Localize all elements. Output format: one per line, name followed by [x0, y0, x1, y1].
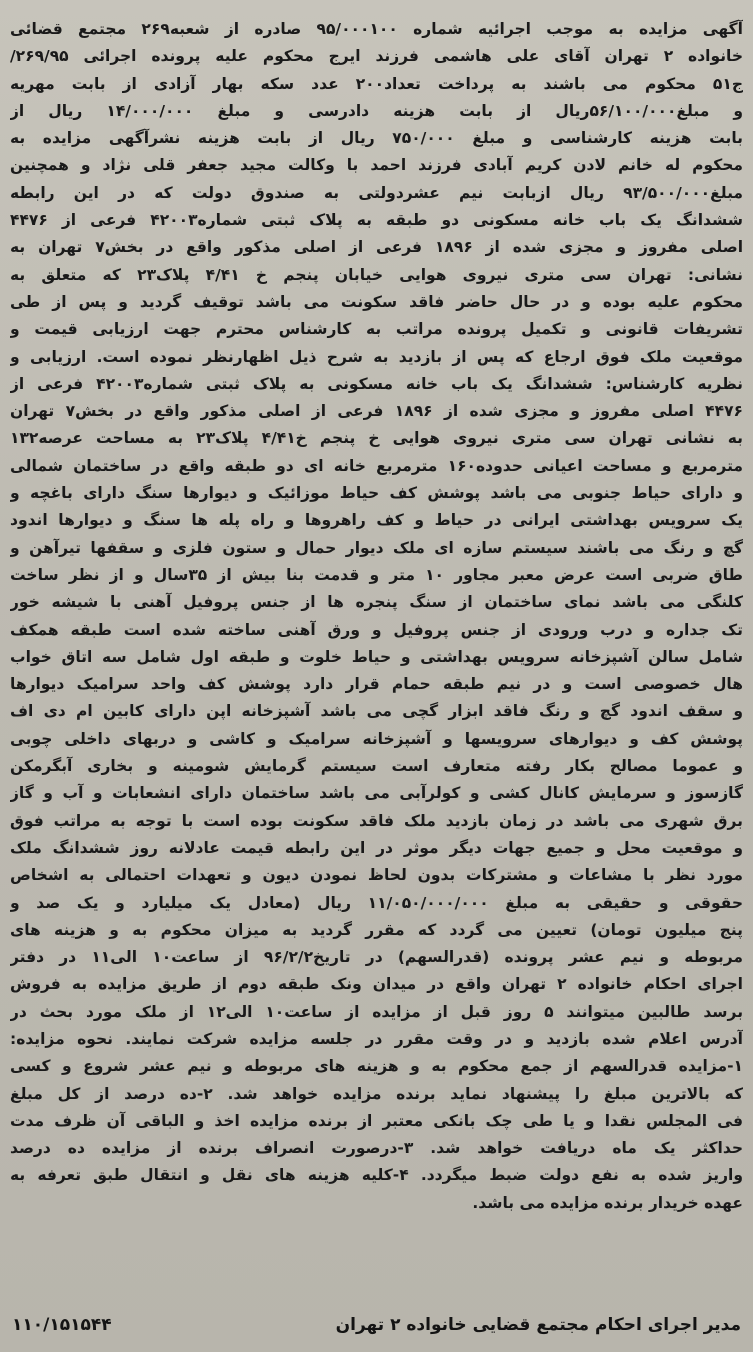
notice-line: به نشانی تهران سی متری نیروی هوایی خ پنجم خ۴/۴۱ پلاک۲۳ به مساحت عرصه۱۳۲ [10, 429, 743, 448]
notice-line: برق شهری می باشد در زمان بازدید ملک فاقد سکونت بوده است با توجه به مراتب فوق [10, 811, 743, 830]
notice-footer [12, 1311, 741, 1343]
notice-code: ۱۱۰/۱۵۱۵۴۴ [12, 1315, 112, 1335]
notice-line: محکوم له خانم لادن کریم آبادی فرزند احمد با وکالت مجید جعفر قلی نژاد و همچنین [10, 156, 743, 175]
notice-line: مترمربع و مساحت اعیانی حدوده۱۶۰ مترمربع خانه ای دو طبقه واقع در ساختمان شمالی [10, 456, 743, 475]
notice-line: برسد طالبین میتوانند ۵ روز قبل از مزایده از ساعت۱۰ الی۱۲ از ملک مورد بحث در [10, 1002, 743, 1021]
notice-line: محکوم علیه بوده و در حال حاضر فاقد سکونت می باشد توقیف گردید و پس از طی [10, 292, 743, 311]
notice-line: آگهی مزایده به موجب اجرائیه شماره ۹۵/۰۰۰۱۰۰ صادره از شعبه۲۶۹ مجتمع قضائی [10, 20, 743, 38]
notice-line: ششدانگ یک باب خانه مسکونی دو طبقه به پلاک ثبتی شماره۴۲۰۰۳ فرعی از ۴۴۷۶ [10, 211, 743, 230]
notice-line: ۱-مزایده قدرالسهم از جمع محکوم به و هزینه های مربوطه و نیم عشر شروع و کسی [10, 1057, 743, 1076]
notice-line: واریز شده به نفع دولت ضبط میگردد. ۴-کلیه هزینه های نقل و انتقال طبق تعرفه به [10, 1166, 743, 1185]
notice-line: تک جداره و درب ورودی از جنس پروفیل و ورق آهنی ساخته شده است طبقه همکف [10, 620, 743, 639]
notice-line: یک سرویس بهداشتی ایرانی در حیاط و کف راهروها و راه پله ها سنگ و دیوارها اندود [10, 511, 743, 530]
notice-line: و سقف اندود گچ و رنگ فاقد ابزار گچی می باشد آشپزخانه اپن دارای کابین ام دی اف [10, 702, 743, 721]
notice-line: و دارای حیاط جنوبی می باشد پوشش کف حیاط موزائیک و دیوارها سنگ دارای باغچه و [10, 484, 743, 503]
notice-line: آدرس اعلام شده بازدید و در وقت مقرر در جلسه مزایده شرکت نمایند. نحوه مزایده: [10, 1029, 743, 1048]
notice-line: و مبلغ۵۶/۱۰۰/۰۰۰ریال از بابت هزینه دادرسی و مبلغ ۱۴/۰۰۰/۰۰۰ ریال از [10, 101, 743, 120]
notice-line: طاق ضربی است عرض معبر مجاور ۱۰ متر و قدمت بنا بیش از ۳۵سال و از نظر ساخت [10, 565, 743, 584]
notice-line: و موقعیت محل و جمیع جهات دیگر موثر در این رابطه قیمت عادلانه روز ششدانگ ملک [10, 838, 743, 857]
notice-line: مورد نظر با مشاعات و مشترکات بدون لحاظ نمودن دیون و تعهدات احتمالی به اشخاص [10, 866, 743, 885]
notice-line: نظریه کارشناس: ششدانگ یک باب خانه مسکونی به پلاک ثبتی شماره۴۲۰۰۳ فرعی از [10, 374, 743, 393]
notice-line: ج۵۱ محکوم می باشند به پرداخت تعداد۲۰۰ عدد سکه بهار آزادی از بابت مهریه [10, 74, 743, 93]
notice-line: نشانی: تهران سی متری نیروی هوایی خیابان پنجم خ ۴/۴۱ پلاک۲۳ که متعلق به [10, 265, 743, 284]
notice-line: اصلی مفروز و مجزی شده از ۱۸۹۶ فرعی از اصلی مذکور واقع در بخش۷ تهران به [10, 238, 743, 257]
notice-line: و عموما مصالح بکار رفته متعارف است سیستم گرمایش شومینه و بخاری آبگرمکن [10, 757, 743, 776]
notice-line: پوشش کف و دیوارهای سرویسها و آشپزخانه سرامیک و کاشی و دربهای داخلی چوبی [10, 729, 743, 748]
notice-line: کلنگی می باشد نمای ساختمان از سنگ پنجره ها از جنس پروفیل آهنی با شیشه خور [10, 593, 743, 612]
notice-line: حقوقی و حقیقی به مبلغ ۱۱/۰۵۰/۰۰۰/۰۰۰ ریال (معادل یک میلیارد و یک صد و [10, 893, 743, 912]
notice-line: هال خصوصی است و در نیم طبقه حمام قرار دارد پوشش کف واحد سرامیک دیوارها [10, 675, 743, 694]
notice-line: ۴۴۷۶ اصلی مفروز و مجزی شده از ۱۸۹۶ فرعی از اصلی مذکور واقع در بخش۷ تهران [10, 402, 743, 421]
notice-line: گچ و رنگ می باشند سیستم سازه ای ملک دیوار حمال و ستون فلزی و سقفها تیرآهن و [10, 538, 743, 557]
notice-line: تشریفات قانونی و تکمیل پرونده مراتب به کارشناس محترم جهت ارزیابی قیمت و [10, 320, 743, 339]
notice-line: اجرای احکام خانواده ۲ تهران واقع در میدان ونک طبقه دوم از طریق مزایده به فروش [10, 975, 743, 994]
auction-notice-text [10, 16, 743, 1217]
notice-line: پنج میلیون تومان) تعیین می گردد که مقرر گردید به میزان محکوم به و هزینه های [10, 920, 743, 939]
notice-line: شامل سالن آشپزخانه سرویس بهداشتی و حیاط خلوت و طبقه اول شامل سه اتاق خواب [10, 647, 743, 666]
notice-line: حداکثر یک ماه دریافت خواهد شد. ۳-درصورت انصراف برنده از مزایده ده درصد [10, 1139, 743, 1158]
notice-line: مبلغ۹۳/۵۰۰/۰۰۰ ریال ازبابت نیم عشردولتی به صندوق دولت که در این رابطه [10, 183, 743, 202]
notice-line: مربوطه و نیم عشر پرونده (قدرالسهم) در تاریخ۹۶/۲/۲ از ساعت۱۰ الی۱۱ در دفتر [10, 948, 743, 967]
notice-line: خانواده ۲ تهران آقای علی هاشمی فرزند ایرج محکوم علیه پرونده اجرائی ۲۶۹/۹۵/ [10, 47, 743, 66]
notice-line: گازسوز و سرمایش کانال کشی و کولرآبی می باشد ساختمان دارای انشعابات و آب و گاز [10, 784, 743, 803]
notice-line: فی المجلس نقدا و یا طی چک بانکی معتبر از برنده مزایده اخذ و الباقی آن ظرف مدت [10, 1111, 743, 1130]
signer-title: مدیر اجرای احکام مجتمع قضایی خانواده ۲ تهران [335, 1315, 741, 1335]
notice-line: که بالاترین مبلغ را پیشنهاد نماید برنده مزایده خواهد شد. ۲-ده درصد از کل مبلغ [10, 1084, 743, 1103]
notice-line: عهده خریدار برنده مزایده می باشد. [472, 1193, 743, 1212]
notice-line: موقعیت ملک فوق ارجاع که پس از بازدید به شرح ذیل اظهارنظر نموده است. ارزیابی و [10, 347, 743, 366]
notice-line: بابت هزینه کارشناسی و مبلغ ۷۵۰/۰۰۰ ریال از بابت هزینه نشرآگهی مزایده به [10, 129, 743, 148]
